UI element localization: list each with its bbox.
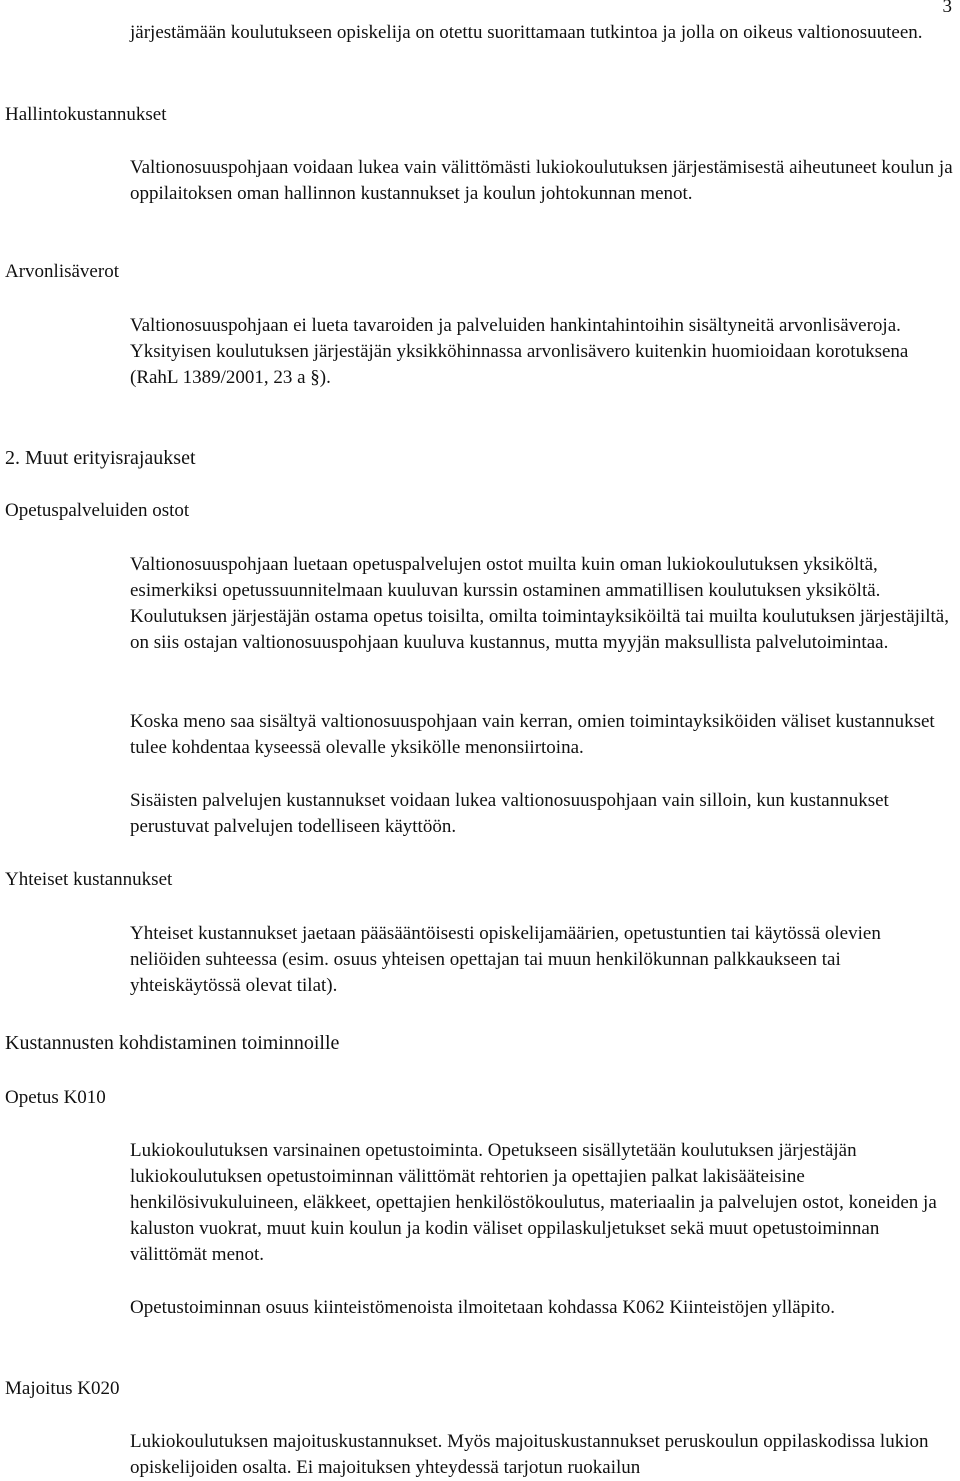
heading-kustannusten-kohdistaminen: Kustannusten kohdistaminen toiminnoille — [5, 1032, 340, 1054]
hallinto-paragraph: Valtionosuuspohjaan voidaan lukea vain välittömästi lukiokoulutuksen järjestämisestä aiheutuneet koulun ja oppilaitoksen oman hallinnon kustannukset ja koulun johtokunnan menot. — [130, 157, 953, 204]
heading-hallintokustannukset: Hallintokustannukset — [5, 104, 167, 125]
heading-opetuspalveluiden-ostot: Opetuspalveluiden ostot — [5, 500, 190, 521]
opetuspalvelut-paragraph-1: Valtionosuuspohjaan luetaan opetuspalvelujen ostot muilta kuin oman lukiokoulutuksen yksiköltä, esimerkiksi opetussuunnitelmaan kuuluvan kurssin ostaminen ammatillisen koulutuksen yksiköltä. Koulutuksen järjestäjän ostama opetus toisilta, omilta toimintayksiköiltä tai muilta koulutuksen järjestäjiltä, on siis ostajan valtionosuuspohjaan kuuluva kustannus, mutta myyjän maksullista palvelutoimintaa. — [130, 554, 949, 653]
opetuspalvelut-paragraph-2: Koska meno saa sisältyä valtionosuuspohjaan vain kerran, omien toimintayksiköiden väliset kustannukset tulee kohdentaa kyseessä olevalle yksikölle menonsiirtoina. — [130, 711, 935, 758]
page-number: 3 — [942, 0, 952, 17]
heading-opetus-k010: Opetus K010 — [5, 1087, 106, 1108]
opetus-paragraph-1: Lukiokoulutuksen varsinainen opetustoiminta. Opetukseen sisällytetään koulutuksen järjestäjän lukiokoulutuksen opetustoiminnan välittömät rehtorien ja opettajien palkat lakisääteisine henkilösivukuluineen, eläkkeet, opettajien henkilöstökoulutus, materiaalin ja palvelujen ostot, koneiden ja kaluston vuokrat, muut kuin koulun ja kodin väliset oppilaskuljetukset sekä muut opetustoiminnan välittömät menot. — [130, 1140, 937, 1265]
heading-majoitus-k020: Majoitus K020 — [5, 1378, 120, 1399]
alv-paragraph: Valtionosuuspohjaan ei lueta tavaroiden ja palveluiden hankintahintoihin sisältyneitä arvonlisäveroja. Yksityisen koulutuksen järjestäjän yksikköhinnassa arvonlisävero kuitenkin huomioidaan korotuksena (RahL 1389/2001, 23 a §). — [130, 315, 909, 388]
heading-yhteiset-kustannukset: Yhteiset kustannukset — [5, 869, 173, 890]
intro-paragraph: järjestämään koulutukseen opiskelija on otettu suorittamaan tutkintoa ja jolla on oikeus valtionosuuteen. — [130, 22, 923, 43]
opetus-paragraph-2: Opetustoiminnan osuus kiinteistömenoista ilmoitetaan kohdassa K062 Kiinteistöjen ylläpito. — [130, 1297, 836, 1318]
opetuspalvelut-paragraph-3: Sisäisten palvelujen kustannukset voidaan lukea valtionosuuspohjaan vain silloin, kun kustannukset perustuvat palvelujen todelliseen käyttöön. — [130, 790, 889, 837]
yhteiset-paragraph: Yhteiset kustannukset jaetaan pääsääntöisesti opiskelijamäärien, opetustuntien tai käytössä olevien neliöiden suhteessa (esim. osuus yhteisen opettajan tai muun henkilökunnan palkkaukseen tai yhteiskäytössä olevat tilat). — [130, 923, 881, 996]
heading-arvonlisaverot: Arvonlisäverot — [5, 261, 119, 282]
majoitus-paragraph: Lukiokoulutuksen majoituskustannukset. Myös majoituskustannukset peruskoulun oppilaskodissa lukion opiskelijoiden osalta. Ei majoituksen yhteydessä tarjotun ruokailun — [130, 1431, 929, 1478]
heading-muut-erityisrajaukset: 2. Muut erityisrajaukset — [5, 447, 196, 469]
